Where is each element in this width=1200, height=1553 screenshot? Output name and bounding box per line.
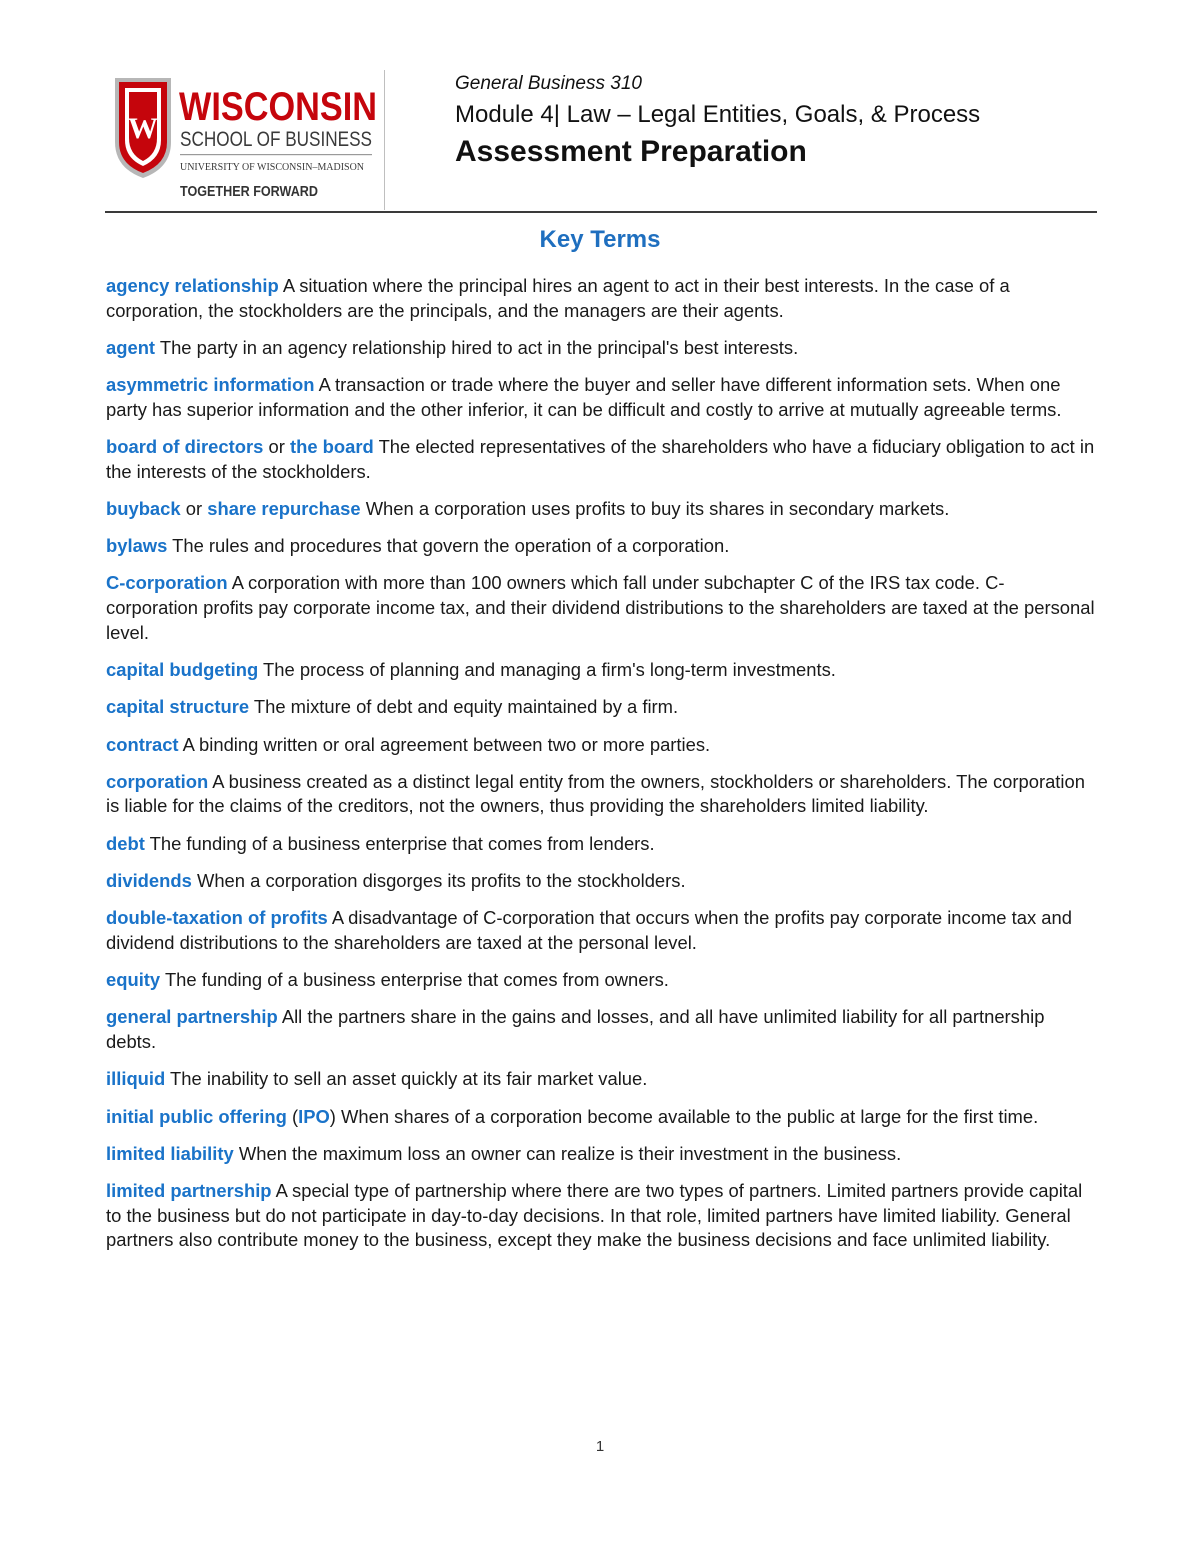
wisconsin-school-of-business-logo <box>113 72 383 202</box>
term-entry: initial public offering (IPO) When shares of a corporation become available to the public at large for the first time. <box>106 1105 1039 1127</box>
term-name: capital budgeting <box>106 658 259 680</box>
term-definition: The funding of a business enterprise that comes from owners. <box>164 969 669 991</box>
term-entry <box>106 968 1096 993</box>
term-name: general partnership <box>106 1006 278 1028</box>
svg-text:UNIVERSITY OF WISCONSIN–MADISO: UNIVERSITY OF WISCONSIN–MADISON <box>180 161 365 173</box>
term-name: contract <box>106 733 179 755</box>
term-definition: When a corporation uses profits to buy its shares in secondary markets. <box>365 497 950 519</box>
term-entry <box>106 658 1096 683</box>
term-entry <box>106 534 1096 559</box>
term-name: board of directors <box>106 436 264 458</box>
term-connector: or <box>185 497 203 519</box>
term-name: asymmetric information <box>106 374 315 396</box>
term-definition: A situation where the principal hires an agent to act in their best interests. In the case of a corporation, the stockholders are the principals, and the managers are their agents. <box>106 275 1010 321</box>
term-definition: All the partners share in the gains and losses, and all have unlimited liability for all partnership debts. <box>106 1006 1045 1052</box>
term-name: corporation <box>106 770 209 792</box>
page-number: 1 <box>595 1438 605 1455</box>
term-entry <box>106 770 1096 819</box>
term-entry <box>106 274 1096 323</box>
term-alt-name: share repurchase <box>207 497 361 519</box>
key-terms-list <box>106 274 1096 1266</box>
term-entry <box>106 1067 1096 1092</box>
term-entry <box>106 869 1096 894</box>
term-name: limited partnership <box>106 1180 272 1202</box>
header-rule <box>105 211 1097 213</box>
header-divider <box>384 70 385 210</box>
term-definition: A binding written or oral agreement between two or more parties. <box>182 733 711 755</box>
svg-text:W: W <box>128 112 158 145</box>
term-definition: A special type of partnership where there are two types of partners. Limited partners provide capital to the business but do not participate in day-to-day decisions. In that role, limited partners have limited liability. General partners also contribute money to the business, except they make the business decisions and face unlimited liability. <box>106 1180 1083 1251</box>
document-header <box>105 60 1097 212</box>
term-entry <box>106 435 1096 484</box>
term-name: equity <box>106 969 161 991</box>
term-definition: The party in an agency relationship hired to act in the principal's best interests. <box>159 336 799 358</box>
svg-text:SCHOOL OF BUSINESS: SCHOOL OF BUSINESS <box>180 128 372 151</box>
term-connector: or <box>268 436 285 458</box>
term-definition: A disadvantage of C-corporation that occurs when the profits pay corporate income tax and dividend distributions to the shareholders are taxed at the personal level. <box>106 907 1072 953</box>
term-definition: When shares of a corporation become available to the public at large for the first time. <box>341 1105 1039 1127</box>
term-name: C-corporation <box>106 572 228 594</box>
term-entry <box>106 832 1096 857</box>
term-definition: A business created as a distinct legal entity from the owners, stockholders or shareholders. The corporation is liable for the claims of the creditors, not the owners, thus providing the shareholders limited liability. <box>106 770 1085 817</box>
term-name: bylaws <box>106 535 168 557</box>
term-definition: When a corporation disgorges its profits to the stockholders. <box>196 869 686 891</box>
term-entry <box>106 373 1096 422</box>
term-name: illiquid <box>106 1068 166 1090</box>
section-title: Key Terms <box>539 226 661 253</box>
page-title: Assessment Preparation <box>455 135 807 168</box>
term-name: double-taxation of profits <box>106 907 328 929</box>
term-name: debt <box>106 832 145 854</box>
term-name: initial public offering <box>106 1105 287 1127</box>
term-definition: The elected representatives of the shareholders who have a fiduciary obligation to act in the interests of the stockholders. <box>106 436 1095 482</box>
term-name: capital structure <box>106 696 250 718</box>
term-alt-name: the board <box>289 436 374 458</box>
term-name: buyback <box>106 497 181 519</box>
course-name: General Business 310 <box>455 73 642 94</box>
svg-text:TOGETHER FORWARD: TOGETHER FORWARD <box>180 184 318 200</box>
term-entry <box>106 497 1096 522</box>
term-entry <box>106 1179 1096 1253</box>
module-title: Module 4| Law – Legal Entities, Goals, & Process <box>455 101 981 128</box>
term-entry <box>106 1005 1096 1054</box>
term-definition: The inability to sell an asset quickly at its fair market value. <box>170 1068 648 1090</box>
term-definition: A corporation with more than 100 owners which fall under subchapter C of the IRS tax code. C-corporation profits pay corporate income tax, and their dividend distributions to the shareholders are taxed at the personal level. <box>106 572 1095 643</box>
term-definition: A transaction or trade where the buyer and seller have different information sets. When one party has superior information and the other inferior, it can be difficult and costly to arrive at mutually agreeable terms. <box>106 374 1062 420</box>
term-definition: The process of planning and managing a firm's long-term investments. <box>263 658 836 680</box>
term-definition: The mixture of debt and equity maintained by a firm. <box>253 696 679 718</box>
term-entry <box>106 571 1096 645</box>
term-entry <box>106 695 1096 720</box>
term-definition: The rules and procedures that govern the operation of a corporation. <box>172 535 730 557</box>
term-name: agency relationship <box>106 275 279 296</box>
term-entry <box>106 906 1096 955</box>
term-definition: When the maximum loss an owner can realize is their investment in the business. <box>238 1142 902 1164</box>
term-name: limited liability <box>106 1142 234 1164</box>
term-definition: The funding of a business enterprise that comes from lenders. <box>149 832 655 854</box>
term-entry <box>106 1142 1096 1167</box>
svg-text:WISCONSIN: WISCONSIN <box>179 85 377 129</box>
term-entry <box>106 336 1096 361</box>
term-entry <box>106 733 1096 758</box>
term-name: agent <box>106 336 156 358</box>
term-abbreviation: IPO <box>298 1105 330 1127</box>
term-name: dividends <box>106 869 192 891</box>
